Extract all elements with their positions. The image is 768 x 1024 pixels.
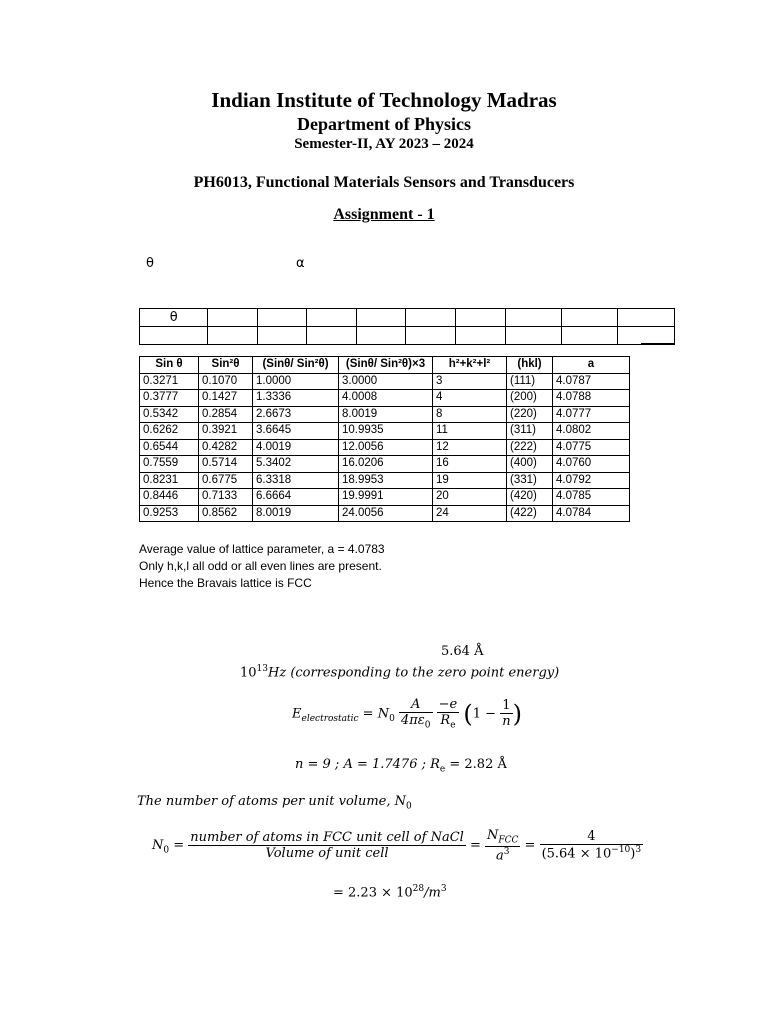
table-cell: 0.1070 — [199, 373, 253, 390]
table-row — [140, 505, 630, 522]
table-cell: 19 — [433, 472, 507, 489]
table-cell: 4.0777 — [553, 406, 630, 423]
table-cell: 8 — [433, 406, 507, 423]
table-cell: 4.0792 — [553, 472, 630, 489]
table-cell: (220) — [507, 406, 553, 423]
table-row — [140, 472, 630, 489]
table-row — [140, 456, 630, 473]
institute-title: Indian Institute of Technology Madras — [211, 88, 557, 112]
table-cell: 0.7559 — [140, 456, 199, 473]
table-cell — [561, 309, 617, 327]
empty-table — [139, 308, 675, 345]
table-cell: 18.9953 — [339, 472, 433, 489]
table-cell: 8.0019 — [339, 406, 433, 423]
table-cell — [356, 327, 406, 345]
table-cell — [140, 327, 208, 345]
table-cell: 16.0206 — [339, 456, 433, 473]
table-cell: 4.0008 — [339, 390, 433, 407]
table-cell — [618, 309, 675, 327]
table-cell — [257, 327, 307, 345]
table-cell: 1.3336 — [253, 390, 339, 407]
theta-symbol: θ — [146, 256, 154, 271]
table-cell: 0.6775 — [199, 472, 253, 489]
table-cell: 0.7133 — [199, 489, 253, 506]
table-cell: 0.6262 — [140, 423, 199, 440]
table-cell: 4.0787 — [553, 373, 630, 390]
table-cell — [307, 327, 357, 345]
table-cell: 0.8446 — [140, 489, 199, 506]
table-cell — [406, 327, 456, 345]
table-cell: 3.0000 — [339, 373, 433, 390]
assignment-title: Assignment - 1 — [333, 206, 435, 223]
semester-title: Semester-II, AY 2023 – 2024 — [294, 136, 474, 152]
table-cell: 0.3777 — [140, 390, 199, 407]
column-header: a — [553, 357, 630, 374]
table-cell: 0.8231 — [140, 472, 199, 489]
table-cell — [307, 309, 357, 327]
table-cell: 4.0019 — [253, 439, 339, 456]
table-cell — [618, 327, 675, 345]
atoms-per-volume-line: The number of atoms per unit volume, $N_0$ — [137, 794, 412, 812]
table-row — [140, 373, 630, 390]
table-cell: (200) — [507, 390, 553, 407]
column-header: (hkl) — [507, 357, 553, 374]
table-cell: (311) — [507, 423, 553, 440]
data-table — [139, 356, 630, 522]
table-cell: 4.0788 — [553, 390, 630, 407]
table-cell — [257, 309, 307, 327]
table-cell: 20 — [433, 489, 507, 506]
table-cell: 4.0760 — [553, 456, 630, 473]
column-header: h²+k²+l² — [433, 357, 507, 374]
table-cell: 4.0802 — [553, 423, 630, 440]
table-cell — [208, 327, 258, 345]
table-cell: 0.9253 — [140, 505, 199, 522]
course-title: PH6013, Functional Materials Sensors and Transducers — [193, 174, 575, 191]
table-cell: 2.6673 — [253, 406, 339, 423]
alpha-symbol: α — [296, 256, 305, 271]
table-cell: 6.3318 — [253, 472, 339, 489]
table-cell: 0.5342 — [140, 406, 199, 423]
table-cell: 0.8562 — [199, 505, 253, 522]
table-cell: 1.0000 — [253, 373, 339, 390]
table-cell: 11 — [433, 423, 507, 440]
table-cell: (331) — [507, 472, 553, 489]
table-cell: 8.0019 — [253, 505, 339, 522]
table-row — [140, 390, 630, 407]
table-cell: 0.3921 — [199, 423, 253, 440]
table-cell: 0.2854 — [199, 406, 253, 423]
table-row — [140, 489, 630, 506]
result-line: = $2.23 \times 10^{28}/m^3$ — [333, 884, 447, 901]
table-cell: 10.9935 — [339, 423, 433, 440]
table-cell: 4 — [433, 390, 507, 407]
column-header: (Sinθ/ Sin²θ)×3 — [339, 357, 433, 374]
table-cell — [561, 327, 617, 345]
table-cell: 4.0784 — [553, 505, 630, 522]
table-cell: 0.5714 — [199, 456, 253, 473]
column-header: (Sinθ/ Sin²θ) — [253, 357, 339, 374]
note-line: Hence the Bravais lattice is FCC — [139, 576, 312, 590]
table-cell: 24 — [433, 505, 507, 522]
column-header: Sin θ — [140, 357, 199, 374]
table-cell: 16 — [433, 456, 507, 473]
table-cell: 0.6544 — [140, 439, 199, 456]
column-header: Sin²θ — [199, 357, 253, 374]
table-cell — [356, 309, 406, 327]
note-line: Average value of lattice parameter, a = 4.0783 — [139, 542, 385, 556]
table-cell: 0.1427 — [199, 390, 253, 407]
electrostatic-energy-formula: $E_{electrostatic} = N_0$ $\frac{A}{4\pi\varepsilon_0}$ $\frac{-e}{R_e}$ (1 − $\frac{1}{n}$ ) — [292, 697, 522, 731]
table-cell — [505, 309, 561, 327]
table-cell: 24.0056 — [339, 505, 433, 522]
divider — [641, 343, 675, 344]
parameters-line: n = 9 ; A = 1.7476 ; $R_e = 2.82$ Å — [295, 757, 507, 775]
department-title: Department of Physics — [297, 114, 471, 134]
table-cell — [456, 327, 506, 345]
table-cell — [505, 327, 561, 345]
lattice-value: 5.64 Å — [441, 644, 484, 659]
table-cell: θ — [140, 309, 208, 327]
table-row — [140, 406, 630, 423]
notes — [139, 541, 385, 592]
table-cell: 0.3271 — [140, 373, 199, 390]
table-cell: 12.0056 — [339, 439, 433, 456]
frequency-line: $10^{13}Hz$ (corresponding to the zero point energy) — [240, 664, 560, 681]
table-cell: 4.0775 — [553, 439, 630, 456]
table-cell — [208, 309, 258, 327]
n0-formula: $N_0$ = $\frac{\text{number of atoms in FCC unit cell of NaCl}}{\text{Volume of unit cell}}$ = $\frac{N_{FCC}}{a^3}$ = $\frac{4}{(5.64 \times 10^{-10})^3}$ — [152, 828, 642, 863]
table-cell: 3 — [433, 373, 507, 390]
table-cell: 5.3402 — [253, 456, 339, 473]
table-row — [140, 439, 630, 456]
table-cell: (111) — [507, 373, 553, 390]
table-cell: 6.6664 — [253, 489, 339, 506]
table-cell: (400) — [507, 456, 553, 473]
table-cell — [456, 309, 506, 327]
table-cell: 0.4282 — [199, 439, 253, 456]
table-cell: 3.6645 — [253, 423, 339, 440]
table-cell: (422) — [507, 505, 553, 522]
table-cell: 12 — [433, 439, 507, 456]
table-cell: 4.0785 — [553, 489, 630, 506]
table-cell: 19.9991 — [339, 489, 433, 506]
table-cell: (420) — [507, 489, 553, 506]
table-cell — [406, 309, 456, 327]
table-cell: (222) — [507, 439, 553, 456]
note-line: Only h,k,l all odd or all even lines are present. — [139, 559, 382, 573]
table-row — [140, 423, 630, 440]
